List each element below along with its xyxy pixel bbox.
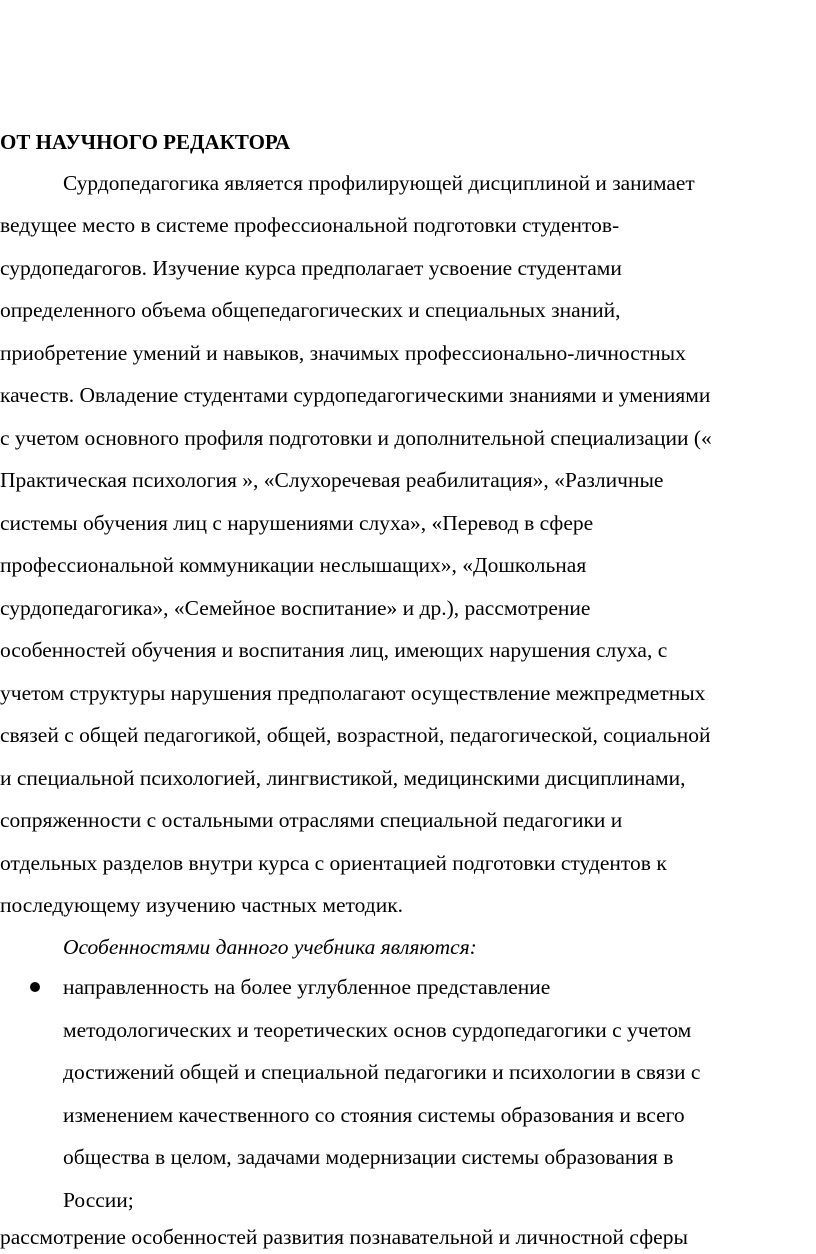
bullet-line: направленность на более углубленное представление <box>63 975 551 999</box>
paragraph-line: рассмотрение особенностей развития познавательной и личностной сферы <box>0 1225 688 1249</box>
bullet-icon <box>30 982 40 992</box>
paragraph-line: связей с общей педагогикой, общей, возрастной, педагогической, социальной <box>0 723 711 747</box>
bullet-line: методологических и теоретических основ сурдопедагогики с учетом <box>63 1018 692 1042</box>
paragraph-line: Сурдопедагогика является профилирующей дисциплиной и занимает <box>63 171 695 195</box>
paragraph-line: ведущее место в системе профессиональной подготовки студентов- <box>0 213 620 237</box>
bullet-line: России; <box>63 1188 134 1212</box>
bullet-line: общества в целом, задачами модернизации системы образования в <box>63 1145 674 1169</box>
paragraph-line: и специальной психологией, лингвистикой, медицинскими дисциплинами, <box>0 766 686 790</box>
paragraph-line: сурдопедагогов. Изучение курса предполагает усвоение студентами <box>0 256 622 280</box>
bullet-line: достижений общей и специальной педагогики и психологии в связи с <box>63 1060 701 1084</box>
paragraph-line: учетом структуры нарушения предполагают осуществление межпредметных <box>0 681 706 705</box>
paragraph-line: приобретение умений и навыков, значимых профессионально-личностных <box>0 341 686 365</box>
paragraph-line: последующему изучению частных методик. <box>0 893 404 917</box>
bullet-line: изменением качественного со стояния системы образования и всего <box>63 1103 685 1127</box>
paragraph-line: Практическая психология », «Слухоречевая реабилитация», «Различные <box>0 468 664 492</box>
paragraph-line: качеств. Овладение студентами сурдопедагогическими знаниями и умениями <box>0 383 711 407</box>
paragraph-line: системы обучения лиц с нарушениями слуха», «Перевод в сфере <box>0 511 594 535</box>
paragraph-line: сурдопедагогика», «Семейное воспитание» и др.), рассмотрение <box>0 596 591 620</box>
section-heading: ОТ НАУЧНОГО РЕДАКТОРА <box>0 130 291 154</box>
features-intro: Особенностями данного учебника являются: <box>63 935 477 959</box>
paragraph-line: профессиональной коммуникации неслышащих», «Дошкольная <box>0 553 587 577</box>
paragraph-line: определенного объема общепедагогических и специальных знаний, <box>0 298 621 322</box>
paragraph-line: сопряженности с остальными отраслями специальной педагогики и <box>0 808 623 832</box>
paragraph-line: с учетом основного профиля подготовки и дополнительной специализации (« <box>0 426 712 450</box>
paragraph-line: особенностей обучения и воспитания лиц, имеющих нарушения слуха, с <box>0 638 668 662</box>
paragraph-line: отдельных разделов внутри курса с ориентацией подготовки студентов к <box>0 851 667 875</box>
